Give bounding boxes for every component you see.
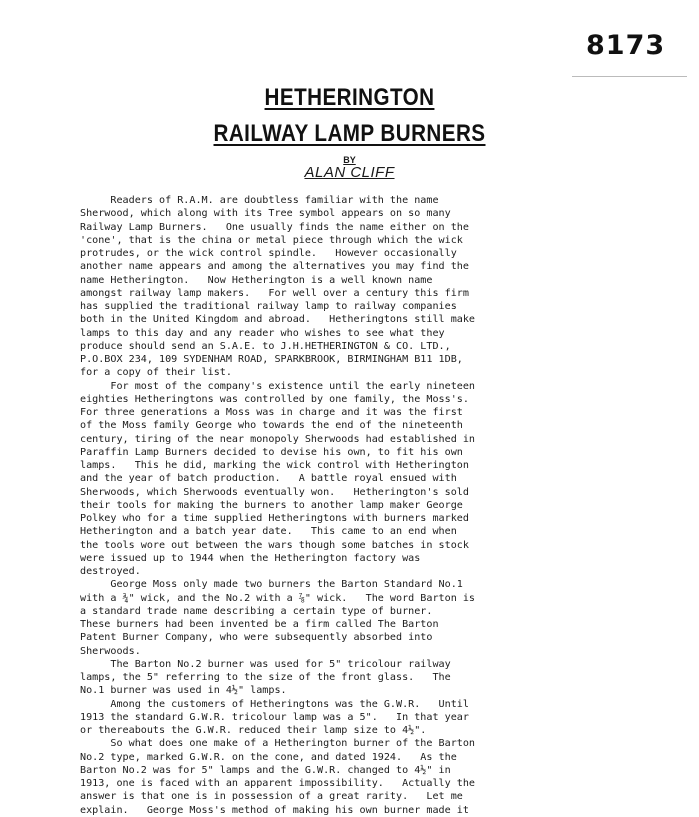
text-line: Hetherington and a batch year date. This came to an end when (80, 526, 457, 538)
top-rule (572, 76, 687, 77)
text-line: name Hetherington. Now Hetherington is a well known name (80, 274, 433, 286)
article-body (80, 194, 680, 817)
text-line: protrudes, or the wick control spindle. However occasionally (80, 248, 457, 259)
text-line: For most of the company's existence until the early nineteen (80, 380, 476, 392)
text-line: George Moss only made two burners the Barton Standard No.1 (80, 579, 463, 591)
text-line: 1913 the standard G.W.R. tricolour lamp was a 5". In that year (80, 711, 469, 723)
text-line: answer is that one is in possession of a great rarity. Let me (80, 791, 463, 803)
text-line: another name appears and among the alternatives you may find the (80, 261, 469, 273)
text-line: the tools wore out between the wars though some batches in stock (80, 539, 469, 551)
text-line: These burners had been invented be a firm called The Barton (80, 619, 439, 630)
text-line: No.1 burner was used in 4½" lamps. (80, 685, 287, 697)
author (0, 164, 699, 181)
text-line: destroyed. (80, 566, 141, 577)
title-line-1 (49, 84, 650, 112)
text-line: Readers of R.A.M. are doubtless familiar with the name (80, 195, 439, 206)
text-line: and the year of batch production. A battle royal ensued with (80, 473, 457, 485)
text-line: Among the customers of Hetheringtons was the G.W.R. Until (80, 698, 469, 710)
text-line: 'cone', that is the china or metal piece through which the wick (80, 234, 463, 246)
title-line-1-text: HETHERINGTON (264, 84, 435, 111)
text-line: for a copy of their list. (80, 367, 232, 379)
text-line: 1913, one is faced with an apparent impossibility. Actually the (80, 778, 476, 789)
text-line: has supplied the traditional railway lamp to railway companies (80, 301, 457, 312)
text-line: were issued up to 1944 when the Hetherington factory was (80, 552, 421, 564)
text-line: So what does one make of a Hetherington burner of the Barton (80, 738, 476, 750)
text-line: The Barton No.2 burner was used for 5" tricolour railway (80, 658, 451, 670)
text-line: Paraffin Lamp Burners decided to devise his own, to fit his own (80, 446, 463, 458)
page-number: 8173 (586, 30, 666, 61)
text-line: Sherwoods. (80, 645, 141, 657)
text-line: P.O.BOX 234, 109 SYDENHAM ROAD, SPARKBROOK, BIRMINGHAM B11 1DB, (80, 354, 463, 365)
text-line: Sherwood, which along with its Tree symbol appears on so many (80, 208, 451, 220)
text-line: amongst railway lamp makers. For well over a century this firm (80, 287, 469, 299)
text-line: century, tiring of the near monopoly Sherwoods had established in (80, 433, 476, 445)
author-name: ALAN CLIFF (304, 164, 395, 181)
text-line: both in the United Kingdom and abroad. Hetheringtons still make (80, 314, 476, 326)
title-line-2 (49, 120, 650, 148)
text-line: or thereabouts the G.W.R. reduced their lamp size to 4½". (80, 725, 427, 736)
text-line: produce should send an S.A.E. to J.H.HETHERINGTON & CO. LTD., (80, 340, 451, 352)
byline-text: BY (343, 155, 356, 165)
text-line: lamps, the 5" referring to the size of the front glass. The (80, 672, 451, 683)
text-line: Sherwoods, which Sherwoods eventually won. Hetherington's sold (80, 486, 469, 498)
text-line: For three generations a Moss was in charge and it was the first (80, 407, 463, 418)
text-line: explain. George Moss's method of making his own burner made it (80, 804, 469, 816)
text-line: a standard trade name describing a certain type of burner. (80, 605, 433, 617)
text-line: lamps to this day and any reader who wishes to see what they (80, 327, 445, 339)
text-line: Patent Burner Company, who were subsequently absorbed into (80, 632, 433, 644)
text-line: lamps. This he did, marking the wick control with Hetherington (80, 460, 469, 471)
text-line: with a ¾" wick, and the No.2 with a ⅞" wick. The word Barton is (80, 592, 476, 604)
text-line: eighties Hetheringtons was controlled by one family, the Moss's. (80, 393, 469, 405)
text-line: their tools for making the burners to another lamp maker George (80, 499, 463, 511)
text-line: of the Moss family George who towards the end of the nineteenth (80, 420, 463, 432)
text-line: Polkey who for a time supplied Hetheringtons with burners marked (80, 513, 469, 524)
text-line: No.2 type, marked G.W.R. on the cone, and dated 1924. As the (80, 751, 457, 763)
title-line-2-text: RAILWAY LAMP BURNERS (213, 120, 486, 147)
text-line: Barton No.2 was for 5" lamps and the G.W.R. changed to 4½" in (80, 764, 451, 776)
text-line: Railway Lamp Burners. One usually finds the name either on the (80, 221, 469, 233)
